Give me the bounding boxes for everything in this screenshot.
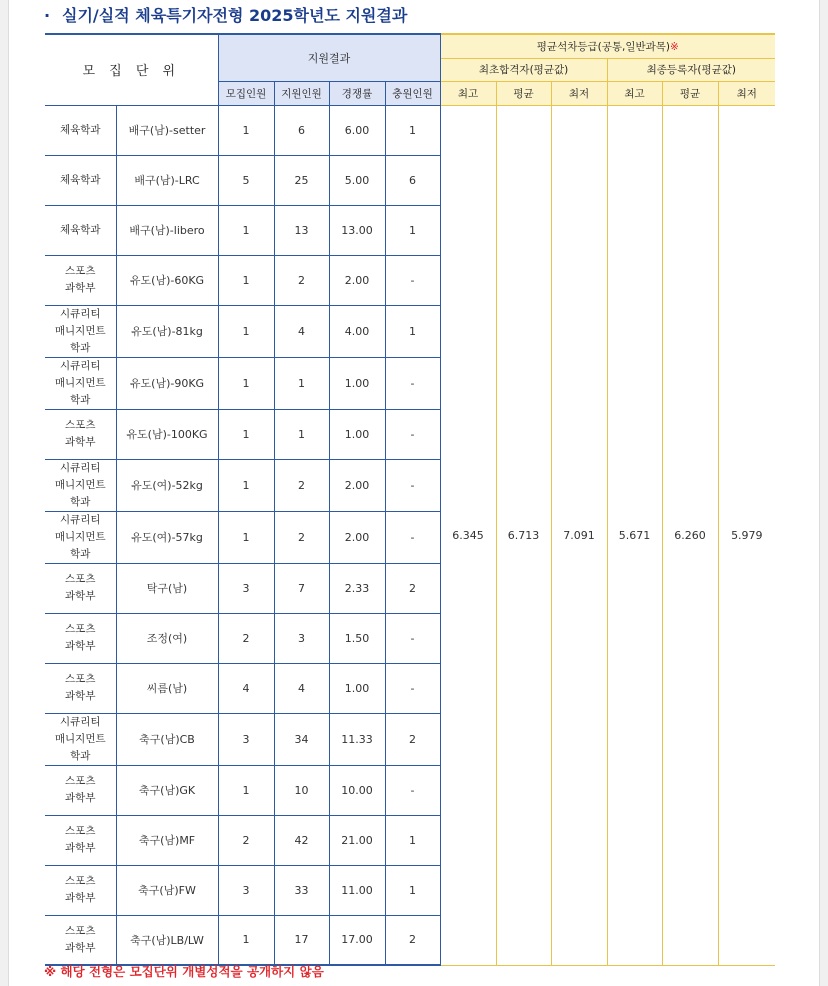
quota-cell: 1: [218, 459, 274, 511]
event-cell: 축구(남)LB/LW: [116, 915, 218, 965]
footnote: ※ 해당 전형은 모집단위 개별성적을 공개하지 않음: [44, 964, 324, 979]
dept-line: 스포츠: [65, 623, 96, 635]
quota-cell: 1: [218, 511, 274, 563]
quota-cell: 1: [218, 915, 274, 965]
quota-cell: 1: [218, 305, 274, 357]
extra-cell: 1: [385, 815, 440, 865]
applicants-cell: 10: [274, 765, 329, 815]
quota-cell: 3: [218, 713, 274, 765]
ratio-cell: 1.00: [329, 663, 385, 713]
dept-line: 과학부: [65, 892, 96, 904]
ratio-cell: 21.00: [329, 815, 385, 865]
col-quota-header: 모집인원: [218, 81, 274, 105]
dept-line: 매니지먼트: [54, 732, 106, 745]
dept-cell: [45, 357, 116, 409]
quota-cell: 1: [218, 105, 274, 155]
col-initial-avg-header: 평균: [496, 81, 551, 105]
extra-cell: -: [385, 765, 440, 815]
extra-cell: -: [385, 613, 440, 663]
dept-line: 과학부: [65, 436, 96, 448]
extra-cell: 2: [385, 713, 440, 765]
applicants-cell: 34: [274, 713, 329, 765]
extra-cell: 2: [385, 563, 440, 613]
event-cell: 유도(남)-60KG: [116, 255, 218, 305]
event-cell: 축구(남)GK: [116, 765, 218, 815]
unit-header: 모 집 단 위: [45, 34, 218, 105]
ratio-cell: 11.33: [329, 713, 385, 765]
dept-line: 체육학과: [59, 123, 101, 136]
initial-min-cell: 7.091: [551, 105, 607, 965]
dept-cell: [45, 409, 116, 459]
event-cell: 탁구(남): [116, 563, 218, 613]
event-cell: 축구(남)CB: [116, 713, 218, 765]
quota-cell: 1: [218, 765, 274, 815]
ratio-cell: 2.00: [329, 255, 385, 305]
quota-cell: 1: [218, 255, 274, 305]
grade-header-mark: ※: [670, 40, 679, 53]
dept-cell: [45, 305, 116, 357]
extra-cell: -: [385, 663, 440, 713]
title-bullet: ·: [44, 6, 51, 25]
grade-header-text: 평균석차등급(공통,일반과목): [536, 40, 671, 53]
dept-cell: [45, 865, 116, 915]
dept-line: 매니지먼트: [54, 530, 106, 543]
dept-cell: [45, 511, 116, 563]
final-max-cell: 5.671: [607, 105, 662, 965]
quota-cell: 4: [218, 663, 274, 713]
applicants-cell: 33: [274, 865, 329, 915]
extra-cell: -: [385, 357, 440, 409]
ratio-cell: 1.00: [329, 357, 385, 409]
dept-line: 시큐리티: [59, 715, 101, 728]
dept-line: 스포츠: [65, 265, 96, 277]
applicants-cell: 7: [274, 563, 329, 613]
event-cell: 유도(남)-81kg: [116, 305, 218, 357]
dept-cell: [45, 205, 116, 255]
dept-cell: [45, 155, 116, 205]
applicants-cell: 17: [274, 915, 329, 965]
dept-line: 스포츠: [65, 673, 96, 685]
dept-cell: [45, 613, 116, 663]
page-left-margin: [0, 0, 9, 986]
applicants-cell: 6: [274, 105, 329, 155]
dept-cell: [45, 915, 116, 965]
event-cell: 배구(남)-setter: [116, 105, 218, 155]
applicants-cell: 2: [274, 511, 329, 563]
dept-line: 매니지먼트: [54, 478, 106, 491]
quota-cell: 3: [218, 865, 274, 915]
final-avg-cell: 6.260: [662, 105, 718, 965]
ratio-cell: 5.00: [329, 155, 385, 205]
extra-cell: 1: [385, 105, 440, 155]
col-applicants-header: 지원인원: [274, 81, 329, 105]
dept-line: 과학부: [65, 690, 96, 702]
extra-cell: 1: [385, 305, 440, 357]
applicants-cell: 4: [274, 305, 329, 357]
extra-cell: -: [385, 459, 440, 511]
results-table: [45, 33, 775, 966]
applicants-cell: 13: [274, 205, 329, 255]
dept-cell: [45, 663, 116, 713]
event-cell: 축구(남)MF: [116, 815, 218, 865]
dept-line: 매니지먼트: [54, 376, 106, 389]
applicants-cell: 4: [274, 663, 329, 713]
dept-line: 과학부: [65, 941, 96, 954]
extra-cell: 2: [385, 915, 440, 965]
event-cell: 조정(여): [116, 613, 218, 663]
col-initial-min-header: 최저: [551, 81, 607, 105]
extra-cell: 1: [385, 865, 440, 915]
ratio-cell: 1.00: [329, 409, 385, 459]
extra-cell: 6: [385, 155, 440, 205]
applicants-cell: 25: [274, 155, 329, 205]
dept-cell: [45, 815, 116, 865]
applicants-cell: 3: [274, 613, 329, 663]
ratio-cell: 13.00: [329, 205, 385, 255]
event-cell: 유도(여)-52kg: [116, 459, 218, 511]
dept-line: 학과: [70, 749, 91, 762]
event-cell: 축구(남)FW: [116, 865, 218, 915]
title-text: 실기/실적 체육특기자전형 2025학년도 지원결과: [62, 6, 408, 25]
ratio-cell: 2.33: [329, 563, 385, 613]
ratio-cell: 2.00: [329, 459, 385, 511]
dept-line: 스포츠: [65, 825, 96, 837]
dept-line: 시큐리티: [59, 513, 101, 526]
dept-line: 과학부: [65, 842, 96, 854]
page-title: [44, 4, 407, 28]
extra-cell: -: [385, 255, 440, 305]
applicants-cell: 42: [274, 815, 329, 865]
dept-cell: [45, 563, 116, 613]
dept-line: 스포츠: [65, 419, 96, 431]
event-cell: 유도(남)-100KG: [116, 409, 218, 459]
col-final-max-header: 최고: [607, 81, 662, 105]
page-right-margin: [819, 0, 828, 986]
extra-cell: -: [385, 409, 440, 459]
applicants-cell: 2: [274, 459, 329, 511]
dept-cell: [45, 459, 116, 511]
ratio-cell: 4.00: [329, 305, 385, 357]
apply-results-header: 지원결과: [218, 34, 440, 81]
quota-cell: 2: [218, 613, 274, 663]
final-min-cell: 5.979: [718, 105, 775, 965]
col-extra-header: 충원인원: [385, 81, 440, 105]
dept-cell: [45, 765, 116, 815]
col-final-min-header: 최저: [718, 81, 775, 105]
ratio-cell: 1.50: [329, 613, 385, 663]
ratio-cell: 2.00: [329, 511, 385, 563]
final-registrant-header: 최종등록자(평균값): [607, 58, 775, 81]
event-cell: 배구(남)-LRC: [116, 155, 218, 205]
quota-cell: 5: [218, 155, 274, 205]
ratio-cell: 6.00: [329, 105, 385, 155]
dept-line: 체육학과: [59, 223, 101, 236]
grade-header: [440, 34, 775, 58]
quota-cell: 1: [218, 357, 274, 409]
dept-line: 학과: [70, 341, 91, 354]
dept-line: 과학부: [65, 282, 96, 294]
table-row: [45, 105, 775, 155]
extra-cell: 1: [385, 205, 440, 255]
applicants-cell: 1: [274, 409, 329, 459]
col-initial-max-header: 최고: [440, 81, 496, 105]
extra-cell: -: [385, 511, 440, 563]
dept-line: 과학부: [65, 792, 96, 804]
dept-line: 스포츠: [65, 924, 96, 937]
dept-cell: [45, 713, 116, 765]
dept-line: 매니지먼트: [54, 324, 106, 337]
event-cell: 유도(남)-90KG: [116, 357, 218, 409]
event-cell: 유도(여)-57kg: [116, 511, 218, 563]
dept-line: 스포츠: [65, 875, 96, 887]
quota-cell: 3: [218, 563, 274, 613]
dept-line: 시큐리티: [59, 307, 101, 320]
dept-line: 학과: [70, 393, 91, 406]
dept-line: 시큐리티: [59, 461, 101, 474]
dept-cell: [45, 255, 116, 305]
col-ratio-header: 경쟁률: [329, 81, 385, 105]
event-cell: 배구(남)-libero: [116, 205, 218, 255]
event-cell: 씨름(남): [116, 663, 218, 713]
ratio-cell: 10.00: [329, 765, 385, 815]
ratio-cell: 17.00: [329, 915, 385, 965]
table-body: [45, 105, 775, 965]
dept-line: 학과: [70, 495, 91, 508]
initial-avg-cell: 6.713: [496, 105, 551, 965]
dept-line: 시큐리티: [59, 359, 101, 372]
col-final-avg-header: 평균: [662, 81, 718, 105]
initial-max-cell: 6.345: [440, 105, 496, 965]
dept-line: 과학부: [65, 590, 96, 602]
quota-cell: 1: [218, 205, 274, 255]
dept-line: 스포츠: [65, 573, 96, 585]
applicants-cell: 2: [274, 255, 329, 305]
dept-line: 스포츠: [65, 775, 96, 787]
quota-cell: 1: [218, 409, 274, 459]
ratio-cell: 11.00: [329, 865, 385, 915]
dept-line: 체육학과: [59, 173, 101, 186]
dept-cell: [45, 105, 116, 155]
dept-line: 학과: [70, 547, 91, 560]
dept-line: 과학부: [65, 640, 96, 652]
initial-pass-header: 최초합격자(평균값): [440, 58, 607, 81]
applicants-cell: 1: [274, 357, 329, 409]
quota-cell: 2: [218, 815, 274, 865]
